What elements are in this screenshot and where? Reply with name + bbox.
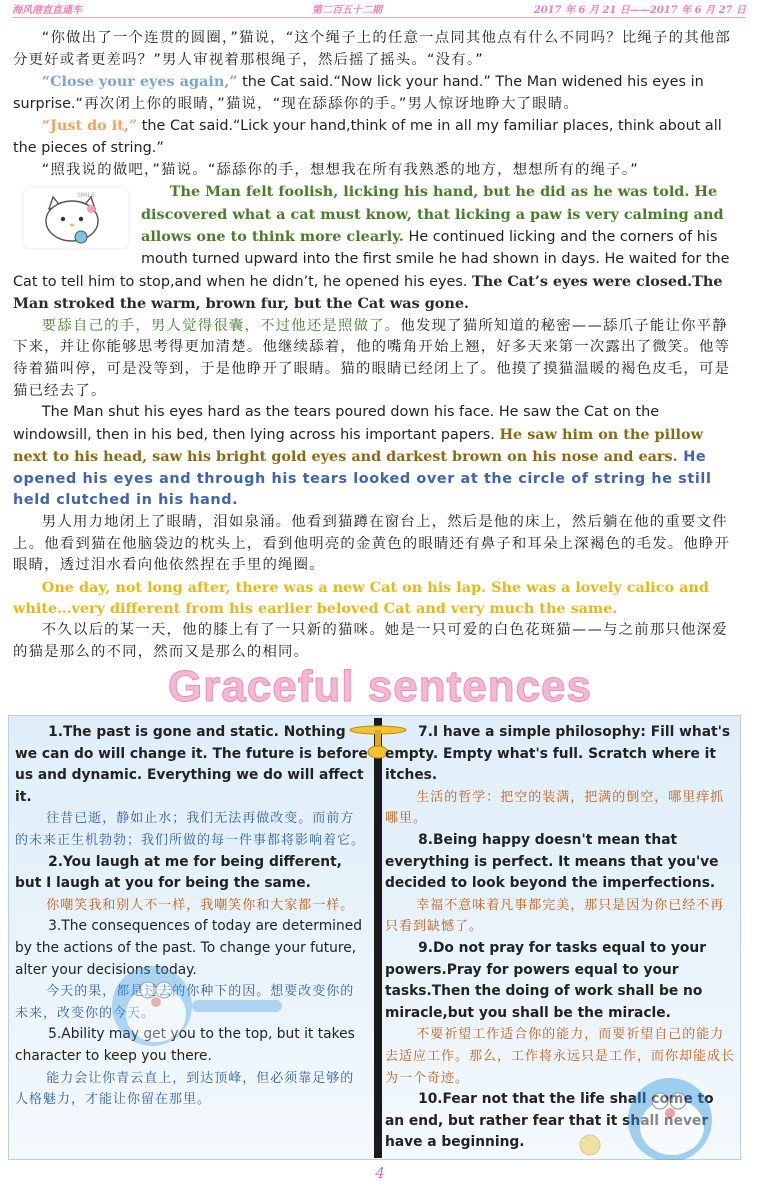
section-title: Graceful sentences <box>168 662 592 711</box>
story-paragraph-5-green: The Man felt foolish, licking his hand, but he did as he was told. He discovered what a cat must know, that licking a paw is very calming and allows one to think more clearly. <box>141 183 724 246</box>
story-paragraph-10-zh: 不久以后的某一天，他的膝上有了一只新的猫咪。她是一只可爱的白色花斑猫——与之前那只他深爱的猫是那么的不同，然而又是那么的相同。 <box>13 622 728 660</box>
story-paragraph-6-rest-zh: 他发现了猫所知道的秘密——舔爪子能让你平静下来，并让你能够思考得更加清楚。他继续舔着，他的嘴角开始上翘，好多天来第一次露出了微笑。他等待着猫叫停，可是没等到，于是他睁开了眼睛。猫的眼睛已经闭上了。他摸了摸猫温暖的褐色皮毛，可是猫已经去了。 <box>13 317 731 399</box>
sentence-1-zh: 往昔已逝，静如止水；我们无法再做改变。而前方的未来正生机勃勃；我们所做的每一件事都将影响着它。 <box>15 811 366 848</box>
sentence-9-en: 9.Do not pray for tasks equal to your powers.Pray for powers equal to your tasks.Then the doing of work shall be no miracle,but you shall be the miracle. <box>385 939 707 1021</box>
story-paragraph-1-zh: “你做出了一个连贯的圆圈，”猫说，“这个绳子上的任意一点同其他点有什么不同吗？比绳子的其他部分更好或者更差吗？”男人审视着那根绳子，然后摇了摇头。“没有。” <box>13 30 731 68</box>
sentence-5-zh: 能力会让你青云直上，到达顶峰，但必须靠足够的人格魅力，才能让你留在那里。 <box>15 1070 355 1108</box>
story-paragraph-8-zh: 男人用力地闭上了眼睛，泪如泉涌。他看到猫蹲在窗台上，然后是他的床上，然后躺在他的重要文件上。他看到猫在他脑袋边的枕头上，看到他明亮的金黄色的眼睛还有鼻子和耳朵上深褐色的毛发。他睁开眼睛，透过泪水看向他依然捏在手里的绳圈。 <box>13 514 731 574</box>
story-paragraph-5-text: He continued licking and the corners of his mouth turned upward into the first smile he had shown in days. He waited for the Cat to tell him to stop,and when he didn’t, he opened his eyes. <box>13 229 730 290</box>
sentence-8-zh: 幸福不意味着凡事都完美，那只是因为你已经不再只看到缺憾了。 <box>385 897 725 935</box>
page-header <box>12 0 746 17</box>
story-paragraph-5 <box>13 181 740 316</box>
sentence-7-zh: 生活的哲学：把空的装满，把满的倒空，哪里痒抓哪里。 <box>385 789 725 827</box>
sentence-5-en: 5.Ability may get you to the top, but it takes character to keep you there. <box>15 1026 355 1064</box>
quote-just-do-it: “Just do it,” <box>41 117 138 135</box>
left-quote-column <box>15 722 368 1111</box>
sentence-1-en: 1.The past is gone and static. Nothing we can do will change it. The future is before us and dynamic. Everything we do will affect it. <box>15 724 368 805</box>
story-paragraph-7-blue: He opened his eyes and through his tears looked over at the circle of string he still held clutched in his hand. <box>13 449 712 509</box>
cat-sticker-label: SMILE <box>77 192 95 200</box>
cat-sticker-icon <box>21 185 131 251</box>
story-paragraph-3 <box>13 115 740 159</box>
sentence-10-en: 10.Fear not that the life shall come to an end, but rather fear that it shall never have a beginning. <box>385 1091 714 1151</box>
sentence-3-en: 3.The consequences of today are determined by the actions of the past. To change your future, alter your decisions today. <box>15 918 362 978</box>
story-paragraph-7-text: The Man shut his eyes hard as the tears poured down his face. He saw the Cat on the windowsill, then in his bed, then lying across his important papers. <box>13 404 660 443</box>
story-paragraph-6-zh <box>13 316 740 402</box>
header-issue-number: 第二百五十二期 <box>312 5 382 16</box>
header-date-range: 2017 年 6 月 21 日——2017 年 6 月 27 日 <box>533 5 746 16</box>
column-divider <box>374 718 382 1158</box>
story-paragraph-2-zh: “再次闭上你的眼睛，”猫说，“现在舔舔你的手。”男人惊讶地睁大了眼睛。 <box>75 95 580 112</box>
header-newspaper-name: 海风港直直通车 <box>12 5 82 16</box>
story-paragraph-5-dark: The Cat’s eyes were closed.The Man stroked the warm, brown fur, but the Cat was gone. <box>13 272 723 313</box>
story-paragraph-6-green-zh: 要舔自己的手，男人觉得很囊，不过他还是照做了。 <box>41 317 401 334</box>
story-paragraph-7-gold: He saw him on the pillow next to his head, saw his bright gold eyes and darkest brown on his nose and ears. <box>13 425 703 466</box>
sentence-9-zh: 不要祈望工作适合你的能力，而要祈望自己的能力去适应工作。那么，工作将永远只是工作，而你却能成长为一个奇迹。 <box>385 1027 736 1086</box>
sentence-2-zh: 你嘲笑我和别人不一样，我嘲笑你和大家都一样。 <box>46 897 355 913</box>
quote-close-eyes: “Close your eyes again,” <box>41 73 238 91</box>
story-paragraph-3-text: the Cat said.“Lick your hand,think of me in all my familiar places, think about all the pieces of string.” <box>13 118 722 156</box>
page-number: 4 <box>375 1164 385 1182</box>
doraemon-icon <box>92 960 292 1050</box>
story-paragraph-2-text: the Cat said.“Now lick your hand.” The Man widened his eyes in surprise. <box>13 74 704 112</box>
header-divider <box>12 17 746 18</box>
story-paragraph-2 <box>13 71 740 115</box>
sentence-8-en: 8.Being happy doesn't mean that everything is perfect. It means that you've decided to look beyond the imperfections. <box>385 831 719 892</box>
doraemon-icon <box>560 1065 738 1160</box>
sentence-3-zh: 今天的果，都是过去的你种下的因。想要改变你的未来，改变你的今天。 <box>15 984 355 1021</box>
sentence-7-en: 7.I have a simple philosophy: Fill what's empty. Empty what's full. Scratch where it itches. <box>385 724 731 784</box>
story-paragraph-7 <box>13 402 740 512</box>
story-paragraph-9: One day, not long after, there was a new Cat on his lap. She was a lovely calico and white…very different from his earlier beloved Cat and very much the same. <box>13 578 709 618</box>
story-paragraph-4-zh: “照我说的做吧，”猫说。“舔舔你的手，想想我在所有我熟悉的地方，想想所有的绳子。” <box>41 161 639 178</box>
story-body <box>13 28 740 663</box>
sentence-2-en: 2.You laugh at me for being different, but I laugh at you for being the same. <box>15 853 342 892</box>
